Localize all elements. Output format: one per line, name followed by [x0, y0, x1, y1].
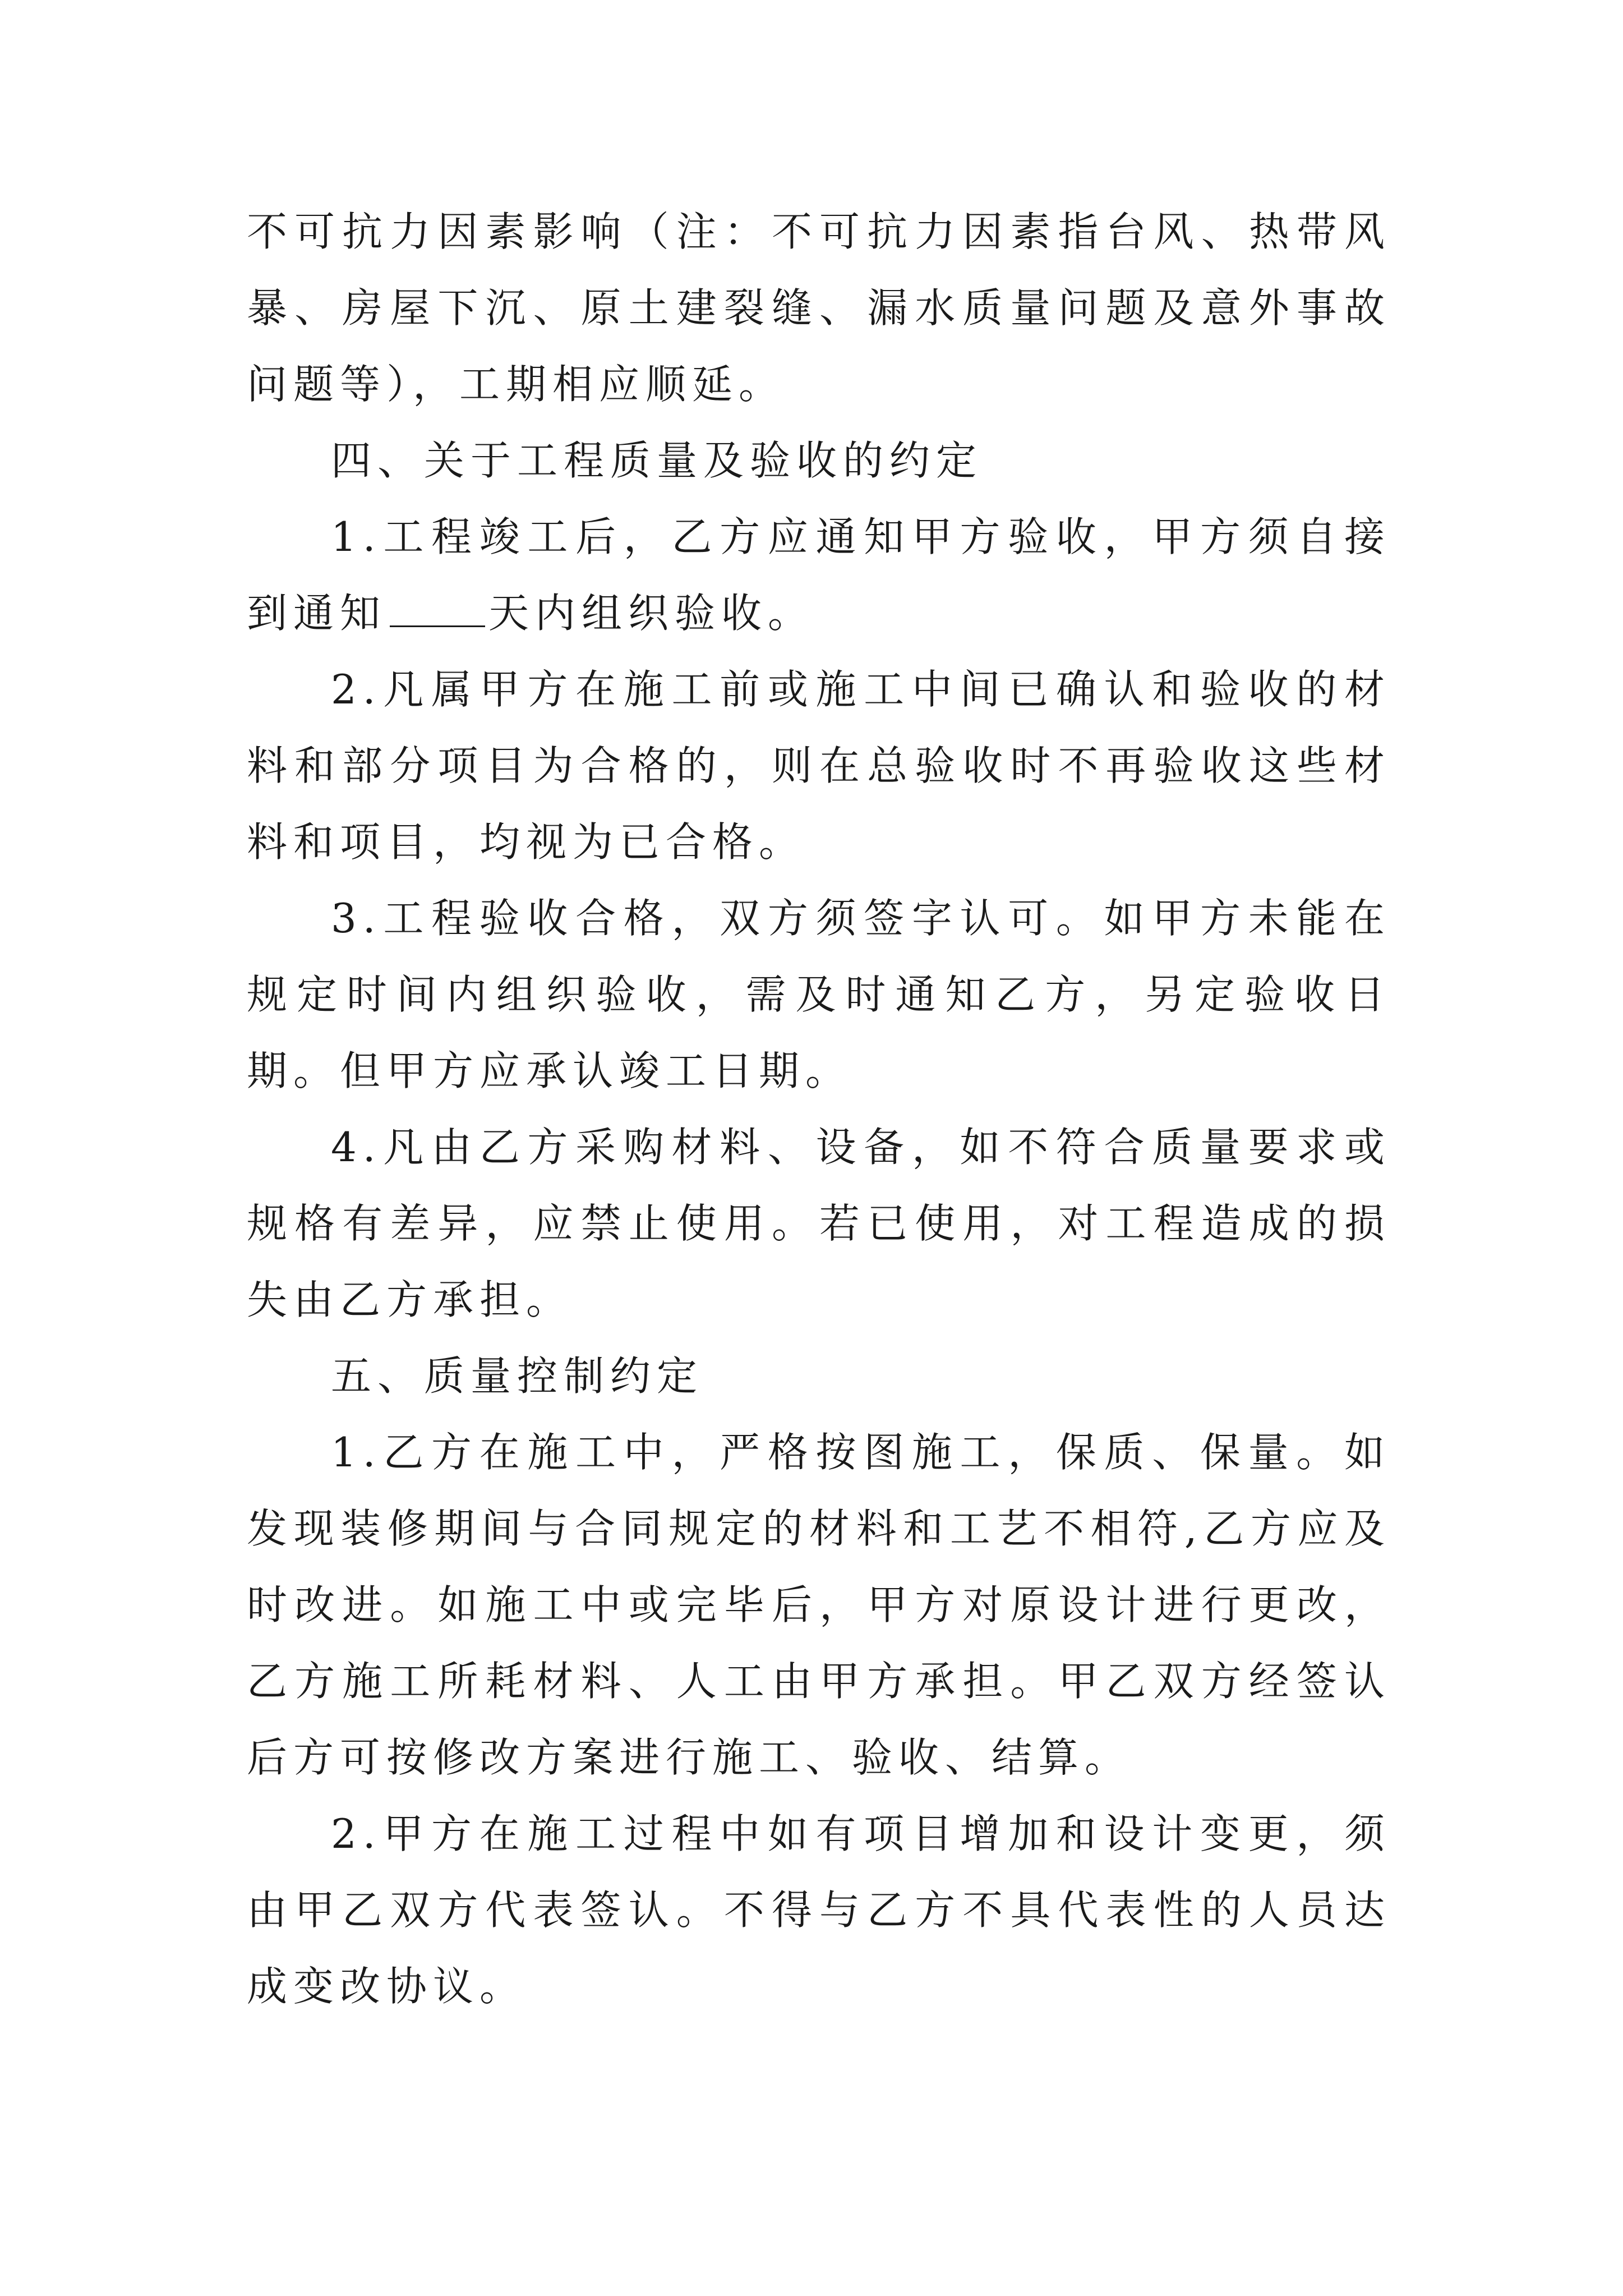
clause-4-1-text-before: 1.工程竣工后，乙方应通知甲方验收，甲方须自接到通知 [247, 513, 1391, 637]
document-body [247, 194, 1391, 2024]
clause-4-2: 2.凡属甲方在施工前或施工中间已确认和验收的材料和部分项目为合格的，则在总验收时不再验收这些材料和项目，均视为已合格。 [247, 666, 1391, 866]
clause-5-2: 2.甲方在施工过程中如有项目增加和设计变更，须由甲乙双方代表签认。不得与乙方不具代表性的人员达成变改协议。 [247, 1810, 1391, 2010]
clause-5-1: 1.乙方在施工中，严格按图施工，保质、保量。如发现装修期间与合同规定的材料和工艺不相符,乙方应及时改进。如施工中或完毕后，甲方对原设计进行更改，乙方施工所耗材料、人工由甲方承担。甲乙双方经签认后方可按修改方案进行施工、验收、结算。 [247, 1429, 1391, 1781]
paragraph-force-majeure: 不可抗力因素影响（注：不可抗力因素指台风、热带风暴、房屋下沉、原土建裂缝、漏水质量问题及意外事故问题等），工期相应顺延。 [247, 208, 1391, 408]
clause-4-1 [247, 499, 1391, 651]
clause-4-4: 4.凡由乙方采购材料、设备，如不符合质量要求或规格有差异，应禁止使用。若已使用，对工程造成的损失由乙方承担。 [247, 1124, 1391, 1323]
clause-4-1-text-after: 天内组织验收。 [488, 590, 815, 637]
clause-4-3: 3.工程验收合格，双方须签字认可。如甲方未能在规定时间内组织验收，需及时通知乙方，另定验收日期。但甲方应承认竣工日期。 [247, 895, 1391, 1094]
section-heading-quality-control: 五、质量控制约定 [331, 1352, 704, 1400]
section-heading-quality-acceptance: 四、关于工程质量及验收的约定 [331, 437, 983, 484]
fill-in-blank-days [390, 592, 485, 627]
